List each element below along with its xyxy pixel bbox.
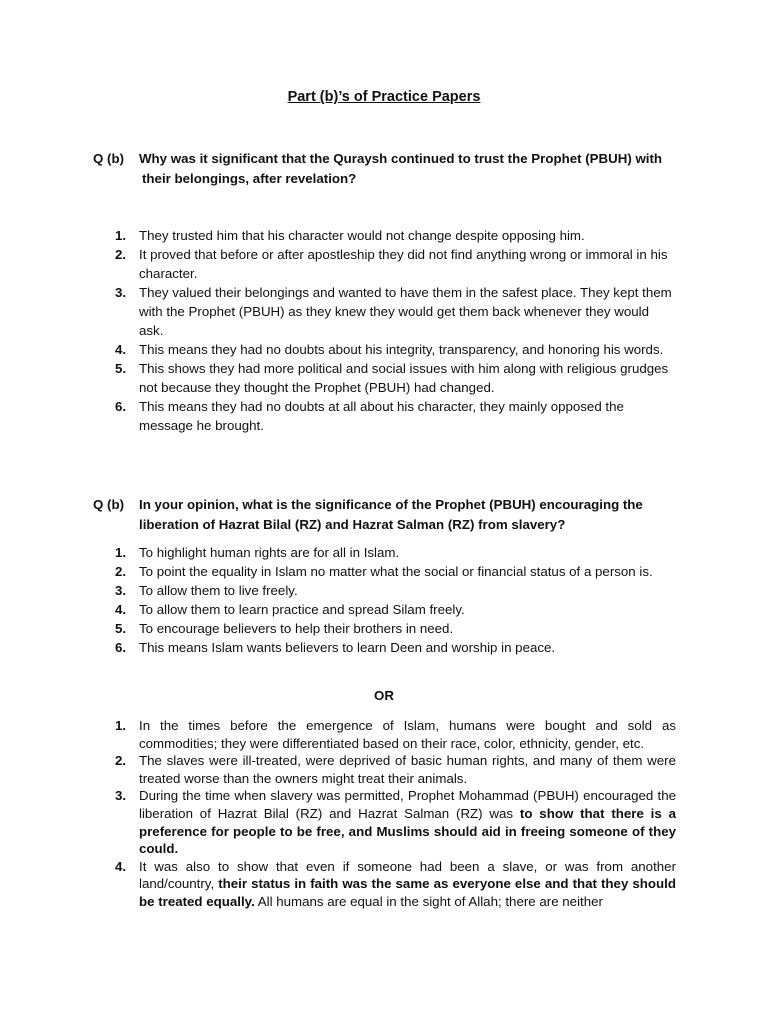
list-item-text: They valued their belongings and wanted to have them in the safest place. They kept them with the Prophet (PBUH) as they knew they would get them back whenever they would ask. [139,285,672,338]
list-item-text: To allow them to live freely. [139,583,298,598]
list-item-bold-text: their status in faith was the same as everyone else and that they should be treated equally. [139,876,676,909]
list-item-text: In the times before the emergence of Islam, humans were bought and sold as commodities; they were differentiated based on their race, color, ethnicity, gender, etc. [139,718,676,751]
list-item-text: All humans are equal in the sight of Allah; there are neither [254,893,603,909]
or-divider: OR [374,688,394,703]
list-item [115,543,676,562]
list-item [115,600,676,619]
list-item [115,752,676,787]
question-tag: Q (b) [93,497,125,512]
list-item-number: 1. [115,545,127,560]
list-item [115,638,676,657]
list-item-text: This shows they had more political and social issues with him along with religious grudges not because they thought the Prophet (PBUH) had changed. [139,361,669,395]
list-item [115,717,676,752]
list-item-number: 3. [115,788,127,804]
list-item [115,562,676,581]
list-item-number: 1. [115,718,127,733]
list-item-text: They trusted him that his character would not change despite opposing him. [139,228,585,243]
list-item-number: 6. [115,399,127,414]
list-item-number: 3. [115,583,127,598]
list-item-text: It was also to show that even if someone had been a slave, or was from another land/country, [139,858,676,892]
list-item-text: During the time when slavery was permitted, Prophet Mohammad (PBUH) encouraged the liberation of Hazrat Bilal (RZ) and Hazrat Salman (RZ) was [139,788,676,821]
answer-list-2 [115,543,676,657]
list-item-text: The slaves were ill-treated, were deprived of basic human rights, and many of them were treated worse than the owners might treat their animals. [139,753,676,786]
list-item [115,359,676,397]
list-item-text: This means Islam wants believers to learn Deen and worship in peace. [139,640,556,655]
list-item-text: To point the equality in Islam no matter what the social or financial status of a person is. [139,564,653,579]
list-item [115,226,676,245]
list-item-text: It proved that before or after apostleship they did not find anything wrong or immoral in his character. [139,247,668,281]
list-item-text: This means they had no doubts about his integrity, transparency, and honoring his words. [139,342,664,357]
question-text [139,149,683,189]
list-item [115,619,676,638]
question-1 [93,149,683,189]
question-2 [93,495,683,535]
question-line-1: In your opinion, what is the significance of the Prophet (PBUH) encouraging the [139,497,643,512]
question-line-1: Why was it significant that the Quraysh continued to trust the Prophet (PBUH) with [139,151,663,166]
list-item-text: To allow them to learn practice and spread Silam freely. [139,602,465,617]
list-item [115,397,676,435]
question-line-2: their belongings, after revelation? [142,171,357,186]
list-item-number: 4. [115,858,127,874]
list-item-number: 3. [115,285,127,300]
list-item-text: To encourage believers to help their brothers in need. [139,621,454,636]
page-title: Part (b)’s of Practice Papers [287,89,481,105]
list-item-number: 6. [115,640,127,655]
list-item [115,283,676,340]
question-tag: Q (b) [93,151,125,166]
list-item-number: 4. [115,602,127,617]
list-item-text: To highlight human rights are for all in Islam. [139,545,400,560]
list-item [115,581,676,600]
list-item-number: 2. [115,753,127,769]
question-line-2: liberation of Hazrat Bilal (RZ) and Hazrat Salman (RZ) from slavery? [139,517,566,532]
answer-list-1 [115,226,676,435]
answer-list-or [115,717,676,911]
question-text [139,495,683,535]
list-item [115,245,676,283]
list-item-number: 2. [115,564,127,579]
list-item-number: 1. [115,228,127,243]
list-item-number: 5. [115,361,127,376]
list-item [115,787,676,857]
list-item-bold-text: to show that there is a preference for people to be free, and Muslims should aid in freeing someone of they could. [139,805,676,857]
list-item-text: This means they had no doubts at all about his character, they mainly opposed the message he brought. [139,399,624,433]
list-item [115,858,676,911]
list-item-number: 5. [115,621,127,636]
list-item-number: 2. [115,247,127,262]
list-item [115,340,676,359]
list-item-number: 4. [115,342,127,357]
